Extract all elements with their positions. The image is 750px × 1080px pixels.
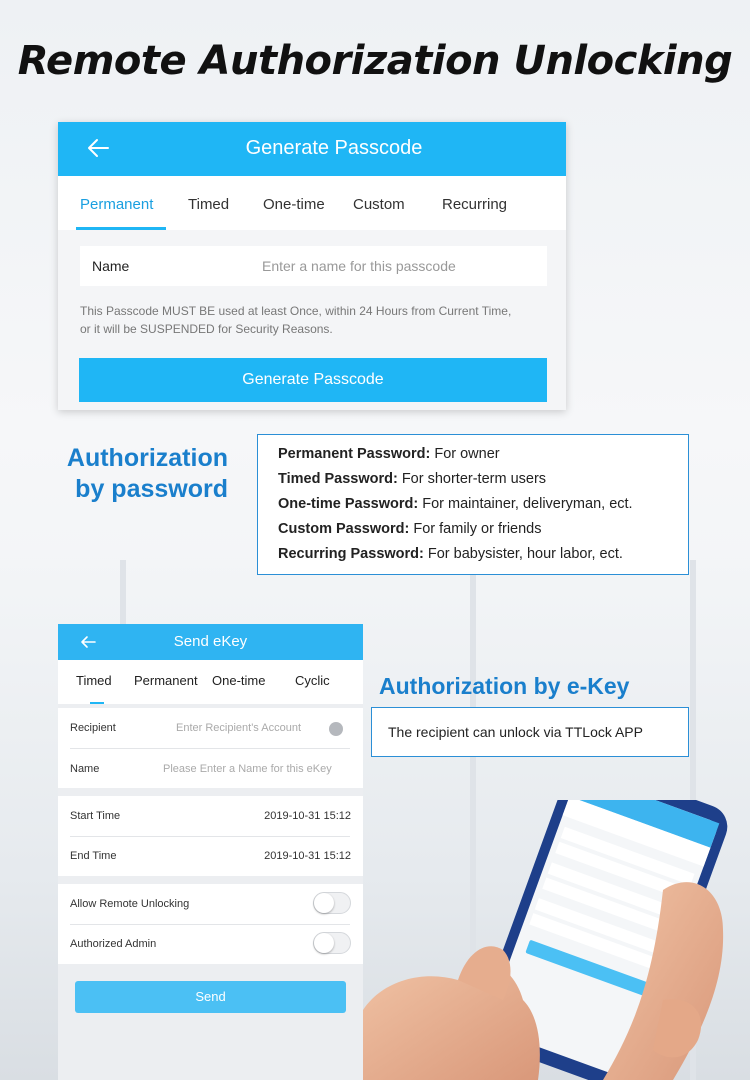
top-bar <box>58 122 566 176</box>
passcode-note <box>80 302 550 338</box>
note-line: or it will be SUSPENDED for Security Reasons. <box>80 322 333 336</box>
callout-line <box>278 446 500 462</box>
tab-permanent[interactable]: Permanent <box>134 673 198 688</box>
password-term: One-time Password: <box>278 496 419 512</box>
recipient-group <box>58 708 363 788</box>
tab-cyclic[interactable]: Cyclic <box>295 673 330 688</box>
send-button[interactable]: Send <box>75 981 346 1013</box>
end-time-value[interactable]: 2019-10-31 15:12 <box>264 850 351 862</box>
remote-unlocking-label: Allow Remote Unlocking <box>70 898 190 910</box>
tab-one-time[interactable]: One-time <box>212 673 266 688</box>
ekey-callout <box>371 707 689 757</box>
end-time-label: End Time <box>70 850 117 862</box>
name-label: Name <box>92 258 130 274</box>
note-line: This Passcode MUST BE used at least Once, within 24 Hours from Current Time, <box>80 304 512 318</box>
tab-permanent[interactable]: Permanent <box>80 196 154 213</box>
password-desc: For maintainer, deliveryman, ect. <box>418 496 633 512</box>
hand-holding-phone-illustration <box>363 800 750 1080</box>
password-desc: For family or friends <box>409 521 542 537</box>
auth-password-heading <box>67 443 228 505</box>
password-term: Recurring Password: <box>278 546 424 562</box>
tab-timed[interactable]: Timed <box>76 673 112 688</box>
tab-custom[interactable]: Custom <box>353 196 405 213</box>
name-row <box>80 246 547 286</box>
tab-timed[interactable]: Timed <box>188 196 230 213</box>
divider <box>70 924 350 925</box>
auth-ekey-heading: Authorization by e-Key <box>379 673 630 699</box>
heading-line: Authorization <box>66 444 228 472</box>
divider <box>70 748 350 749</box>
time-group <box>58 796 363 876</box>
screen-title: Generate Passcode <box>245 137 423 159</box>
recipient-input[interactable]: Enter Recipient's Account <box>176 722 302 734</box>
authorized-admin-label: Authorized Admin <box>70 938 157 950</box>
tab-one-time[interactable]: One-time <box>263 196 325 213</box>
tab-bar <box>58 660 363 704</box>
password-desc: For babysister, hour labor, ect. <box>423 546 623 562</box>
password-types-callout <box>257 434 689 575</box>
top-bar <box>58 624 363 660</box>
page-headline: Remote Authorization Unlocking <box>17 38 733 84</box>
generate-passcode-screen <box>58 122 566 410</box>
tab-bar <box>58 176 566 230</box>
name-label: Name <box>70 763 100 775</box>
authorized-admin-toggle[interactable] <box>313 932 351 954</box>
screen-title: Send eKey <box>173 633 248 650</box>
callout-line <box>278 521 542 537</box>
name-input[interactable]: Enter a name for this passcode <box>262 258 456 274</box>
start-time-value[interactable]: 2019-10-31 15:12 <box>264 810 351 822</box>
remote-unlocking-toggle[interactable] <box>313 892 351 914</box>
active-tab-indicator <box>76 227 166 230</box>
password-term: Custom Password: <box>278 521 410 537</box>
generate-passcode-button[interactable]: Generate Passcode <box>79 358 547 402</box>
tab-recurring[interactable]: Recurring <box>442 196 508 213</box>
send-ekey-screen <box>58 624 363 1080</box>
password-desc: For shorter-term users <box>397 471 547 487</box>
recipient-label: Recipient <box>70 722 116 734</box>
contact-icon[interactable] <box>329 722 343 736</box>
start-time-label: Start Time <box>70 810 121 822</box>
callout-line <box>278 546 623 562</box>
options-group <box>58 884 363 964</box>
password-desc: For owner <box>430 446 500 462</box>
password-term: Permanent Password: <box>278 446 431 462</box>
callout-line <box>278 471 546 487</box>
active-tab-indicator <box>90 702 104 704</box>
divider <box>70 836 350 837</box>
callout-text: The recipient can unlock via TTLock APP <box>388 724 643 740</box>
password-term: Timed Password: <box>278 471 398 487</box>
heading-line: by password <box>75 475 228 503</box>
name-input[interactable]: Please Enter a Name for this eKey <box>163 763 332 775</box>
callout-line <box>278 496 633 512</box>
